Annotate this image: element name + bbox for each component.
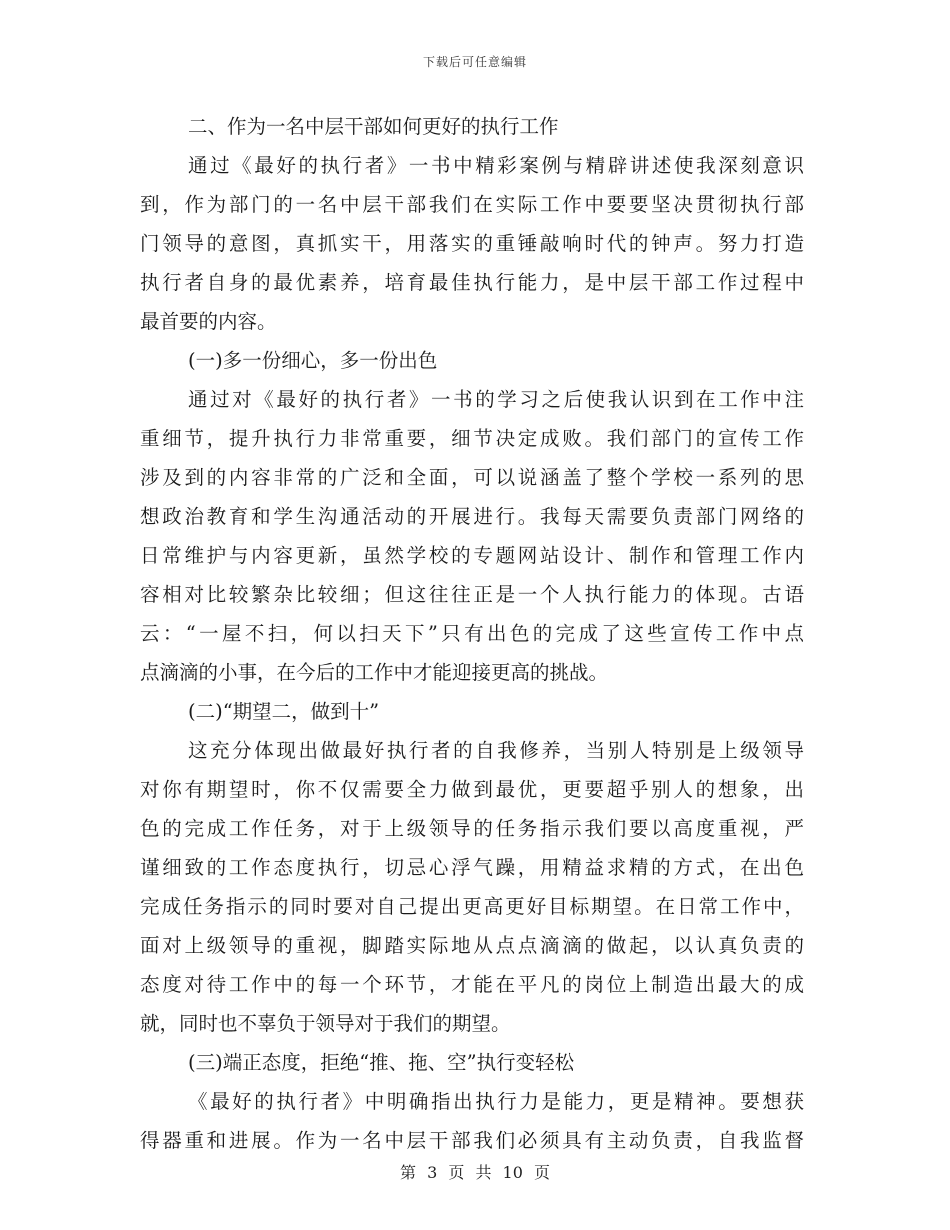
paragraph-line: 这充分体现出做最好执行者的自我修养，当别人特别是上级领导	[188, 739, 804, 762]
paragraph-line: 想政治教育和学生沟通活动的开展进行。我每天需要负责部门网络的	[140, 505, 804, 528]
paragraph-line: 通过对《最好的执行者》一书的学习之后使我认识到在工作中注	[188, 388, 804, 411]
paragraph-line: 得器重和进展。作为一名中层干部我们必须具有主动负责，自我监督	[140, 1129, 804, 1152]
paragraph-line: 通过《最好的执行者》一书中精彩案例与精辟讲述使我深刻意识	[188, 154, 804, 177]
paragraph-line: 容相对比较繁杂比较细；但这往往正是一个人执行能力的体现。古语	[140, 583, 804, 606]
subsection-heading: (三)端正态度，拒绝“推、拖、空”执行变轻松	[188, 1051, 575, 1074]
paragraph-line: 到，作为部门的一名中层干部我们在实际工作中要要坚决贯彻执行部	[140, 193, 804, 216]
paragraph-line: 执行者自身的最优素养，培育最佳执行能力，是中层干部工作过程中	[140, 271, 804, 294]
header-note: 下载后可任意编辑	[422, 55, 527, 69]
paragraph-line: 就，同时也不辜负于领导对于我们的期望。	[140, 1012, 511, 1035]
document-body	[140, 107, 804, 1160]
page-number: 第 3 页 共 10 页	[400, 1163, 550, 1182]
paragraph-line: 最首要的内容。	[140, 310, 277, 333]
section-heading: 二、作为一名中层干部如何更好的执行工作	[188, 115, 559, 138]
paragraph-line: 重细节，提升执行力非常重要，细节决定成败。我们部门的宣传工作	[140, 427, 804, 450]
subsection-heading: (一)多一份细心，多一份出色	[188, 349, 438, 372]
paragraph-line: 涉及到的内容非常的广泛和全面，可以说涵盖了整个学校一系列的思	[140, 466, 804, 489]
paragraph-line: 谨细致的工作态度执行，切忌心浮气躁，用精益求精的方式，在出色	[140, 856, 804, 879]
paragraph-line: 点滴滴的小事，在今后的工作中才能迎接更高的挑战。	[140, 661, 609, 684]
paragraph-line: 完成任务指示的同时要对自己提出更高更好目标期望。在日常工作中，	[140, 895, 804, 918]
paragraph-line: 门领导的意图，真抓实干，用落实的重锤敲响时代的钟声。努力打造	[140, 232, 804, 255]
paragraph-line: 态度对待工作中的每一个环节，才能在平凡的岗位上制造出最大的成	[140, 973, 804, 996]
paragraph-line: 日常维护与内容更新，虽然学校的专题网站设计、制作和管理工作内	[140, 544, 804, 567]
paragraph-line: 色的完成工作任务，对于上级领导的任务指示我们要以高度重视，严	[140, 817, 804, 840]
paragraph-line: 《最好的执行者》中明确指出执行力是能力，更是精神。要想获	[188, 1090, 804, 1113]
subsection-heading: (二)“期望二，做到十”	[188, 700, 380, 723]
paragraph-line: 面对上级领导的重视，脚踏实际地从点点滴滴的做起，以认真负责的	[140, 934, 804, 957]
paragraph-line: 对你有期望时，你不仅需要全力做到最优，更要超乎别人的想象，出	[140, 778, 804, 801]
paragraph-line: 云：“一屋不扫，何以扫天下”只有出色的完成了这些宣传工作中点	[140, 622, 804, 645]
